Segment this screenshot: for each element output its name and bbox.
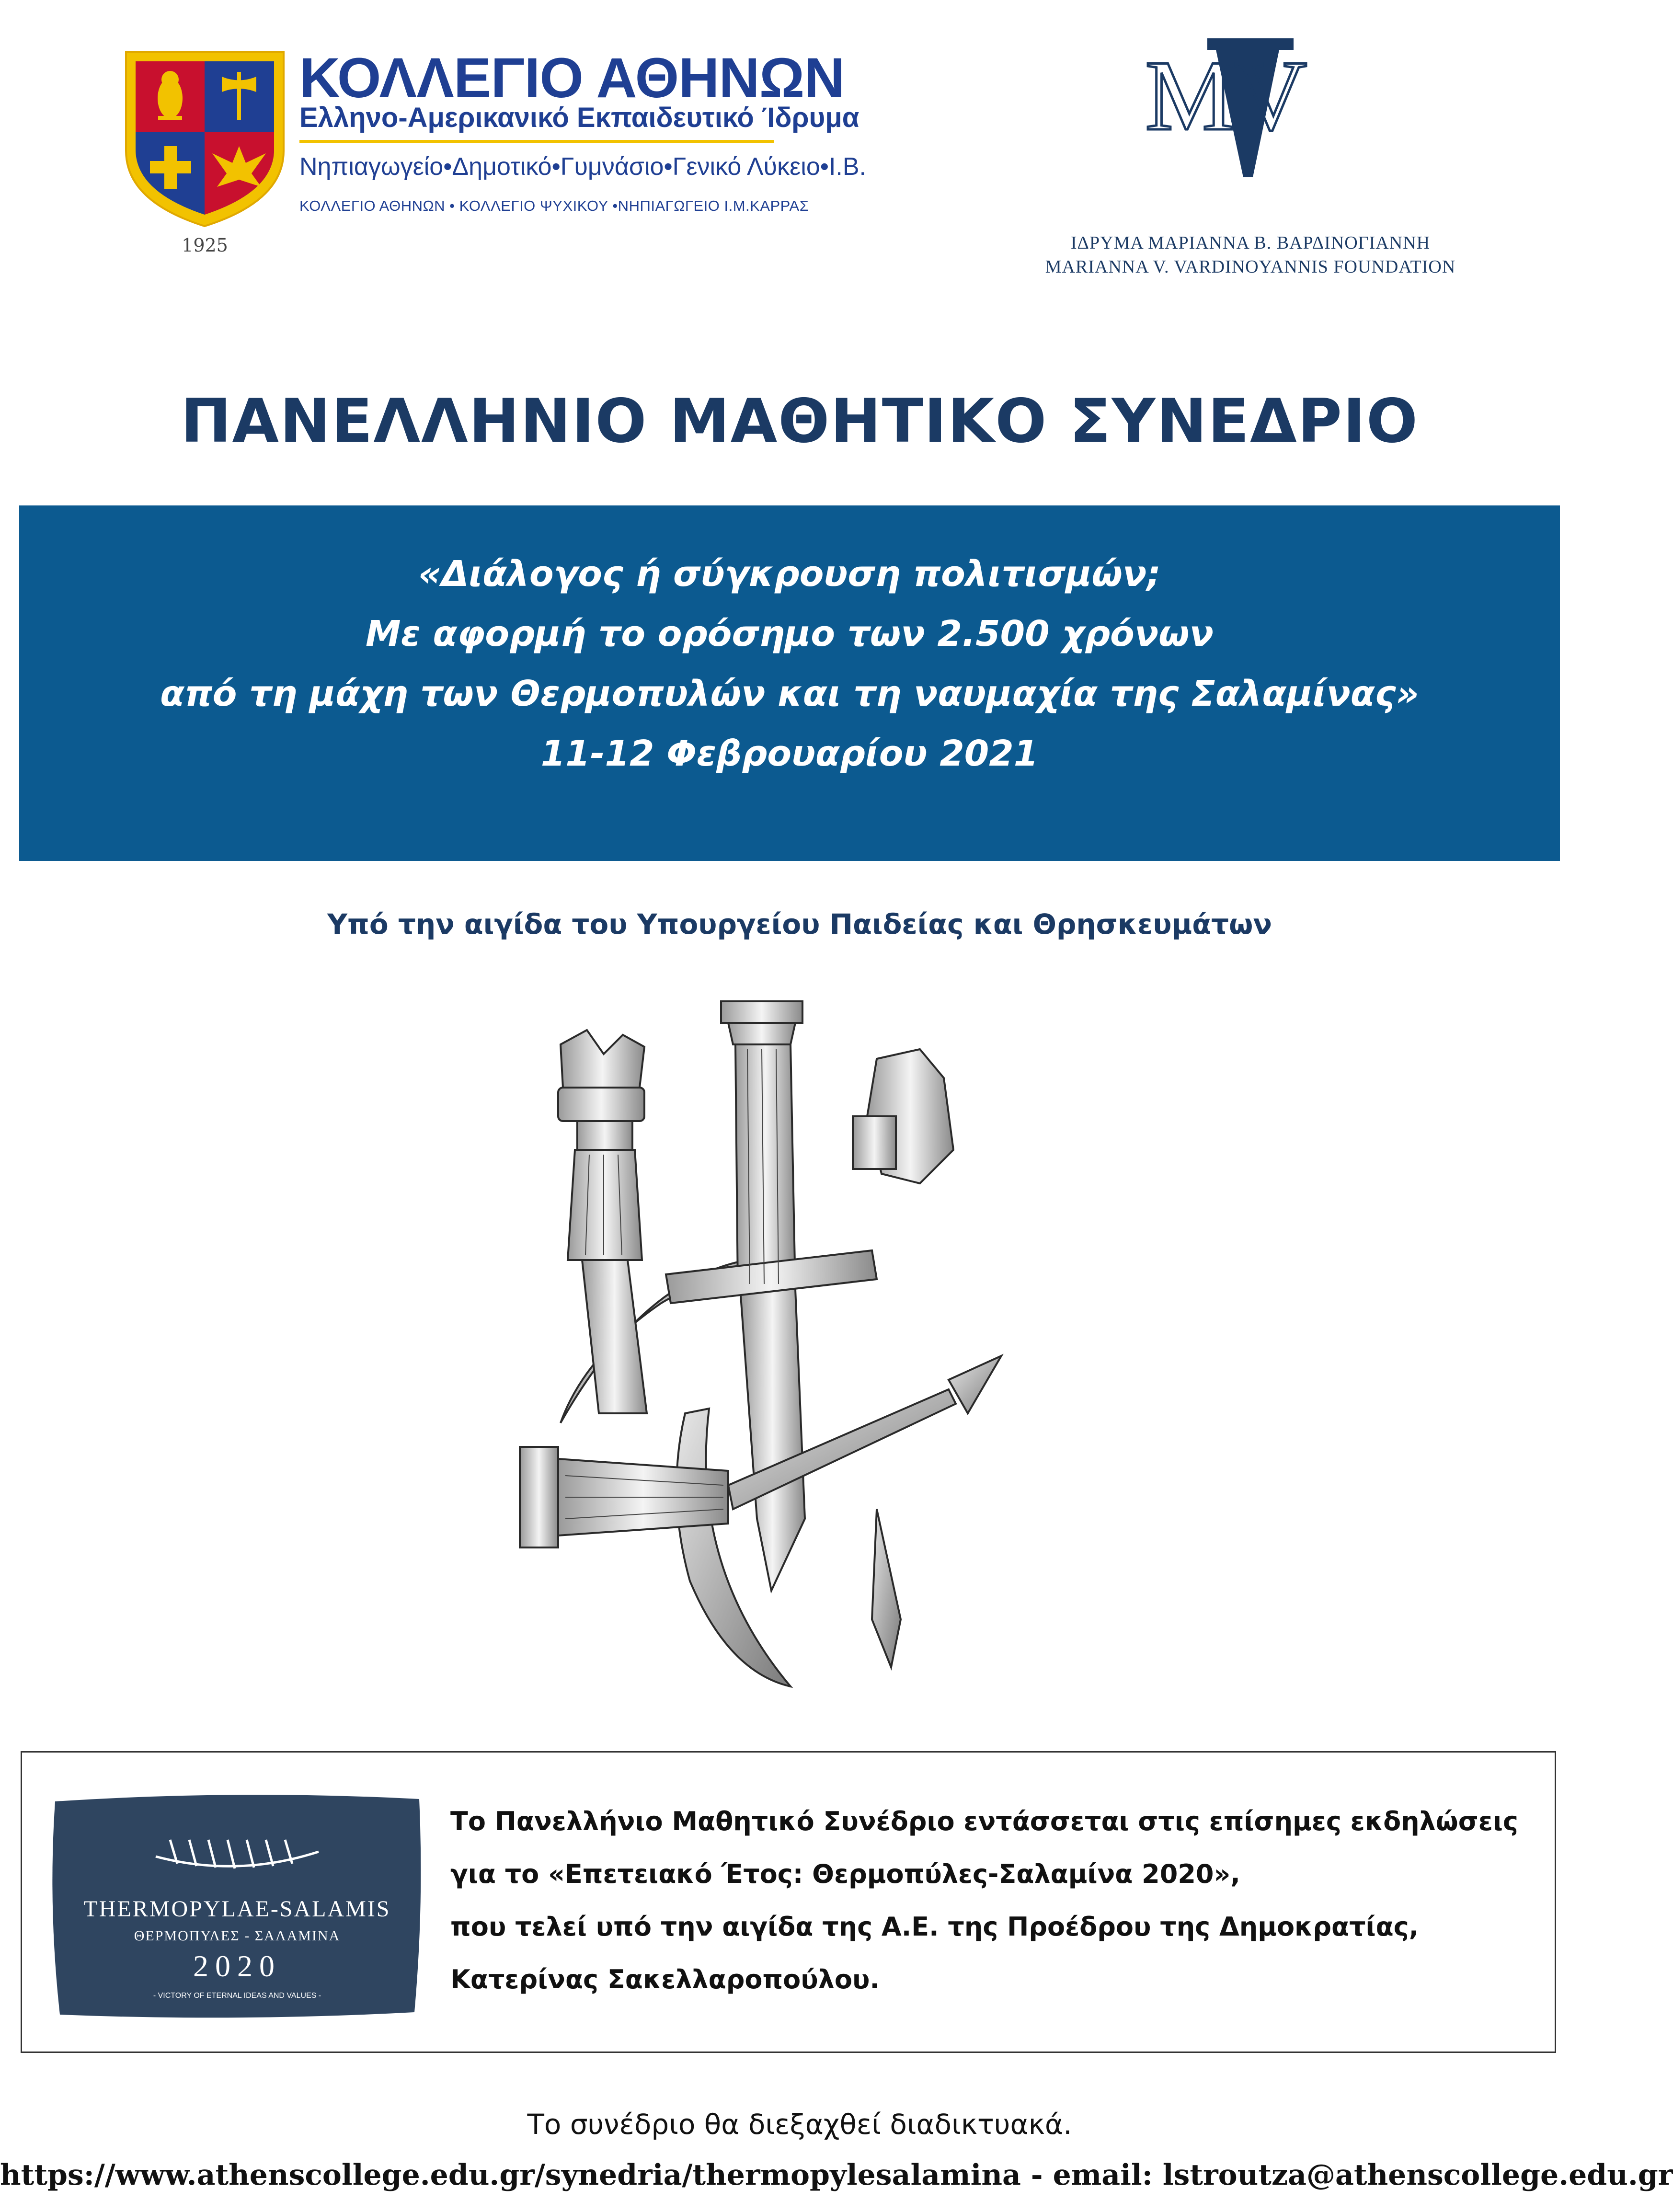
college-subtitle: Ελληνο-Αμερικανικό Εκπαιδευτικό Ίδρυμα <box>299 102 859 133</box>
college-levels: Νηπιαγωγείο•Δημοτικό•Γυμνάσιο•Γενικό Λύκειο•Ι.Β. <box>299 153 866 181</box>
theme-line-2: Με αφορμή το ορόσημο των 2.500 χρόνων <box>365 613 1214 654</box>
theme-line-1: «Διάλογος ή σύγκρουση πολιτισμών; <box>418 553 1161 595</box>
info-line-1: Το Πανελλήνιο Μαθητικό Συνέδριο εντάσσεται στις επίσημες εκδηλώσεις <box>450 1806 1518 1836</box>
contact-separator: - email: <box>1020 2158 1163 2192</box>
thermopylae-salamis-2020-logo <box>46 1787 429 2027</box>
theme-line-3: από τη μάχη των Θερμοπυλών και τη ναυμαχία της Σαλαμίνας» <box>160 673 1419 714</box>
conference-dates: 11-12 Φεβρουαρίου 2021 <box>540 733 1039 774</box>
theme-banner <box>19 505 1560 861</box>
logo-subtitle: ΘΕΡΜΟΠΥΛΕΣ - ΣΑΛΑΜΙΝΑ <box>134 1928 341 1944</box>
foundation-name-english: MARIANNA V. VARDINOYANNIS FOUNDATION <box>1045 257 1456 277</box>
online-note: Το συνέδριο θα διεξαχθεί διαδικτυακά. <box>527 2108 1072 2141</box>
info-line-3: που τελεί υπό την αιγίδα της Α.Ε. της Προέδρου της Δημοκρατίας, <box>450 1912 1419 1942</box>
college-name: ΚΟΛΛΕΓΙΟ ΑΘΗΝΩΝ <box>299 46 845 110</box>
athens-college-shield-logo <box>122 48 287 230</box>
logo-tagline: - VICTORY OF ETERNAL IDEAS AND VALUES - <box>153 1992 321 2000</box>
conference-url-link[interactable]: https://www.athenscollege.edu.gr/synedria/thermopylesalamina <box>0 2158 1021 2192</box>
page-title: ΠΑΝΕΛΛΗΝΙΟ ΜΑΘΗΤΙΚΟ ΣΥΝΕΔΡΙΟ <box>181 386 1419 456</box>
ministry-patronage: Υπό την αιγίδα του Υπουργείου Παιδείας και Θρησκευμάτων <box>327 908 1272 940</box>
columns-and-swords-illustration <box>460 992 1140 1706</box>
college-divider <box>299 140 774 143</box>
contact-line <box>0 2158 1673 2192</box>
college-schools: ΚΟΛΛΕΓΙΟ ΑΘΗΝΩΝ • ΚΟΛΛΕΓΙΟ ΨΥΧΙΚΟΥ •ΝΗΠΙΑΓΩΓΕΙΟ Ι.Μ.ΚΑΡΡΑΣ <box>299 197 809 214</box>
info-line-2: για το «Επετειακό Έτος: Θερμοπύλες-Σαλαμίνα 2020», <box>450 1859 1240 1889</box>
mv-monogram-text: MV <box>1145 40 1307 151</box>
logo-title: THERMOPYLAE-SALAMIS <box>83 1896 391 1922</box>
foundation-name-greek: ΙΔΡΥΜΑ ΜΑΡΙΑΝΝΑ Β. ΒΑΡΔΙΝΟΓΙΑΝΝΗ <box>1070 233 1431 253</box>
contact-email-link[interactable]: lstroutza@athenscollege.edu.gr <box>1162 2158 1673 2192</box>
logo-year: 2020 <box>193 1949 281 1983</box>
info-line-4: Κατερίνας Σακελλαροπούλου. <box>450 1964 880 1994</box>
college-founding-year: 1925 <box>182 235 228 256</box>
vardinoyannis-foundation-logo <box>1135 19 1365 199</box>
